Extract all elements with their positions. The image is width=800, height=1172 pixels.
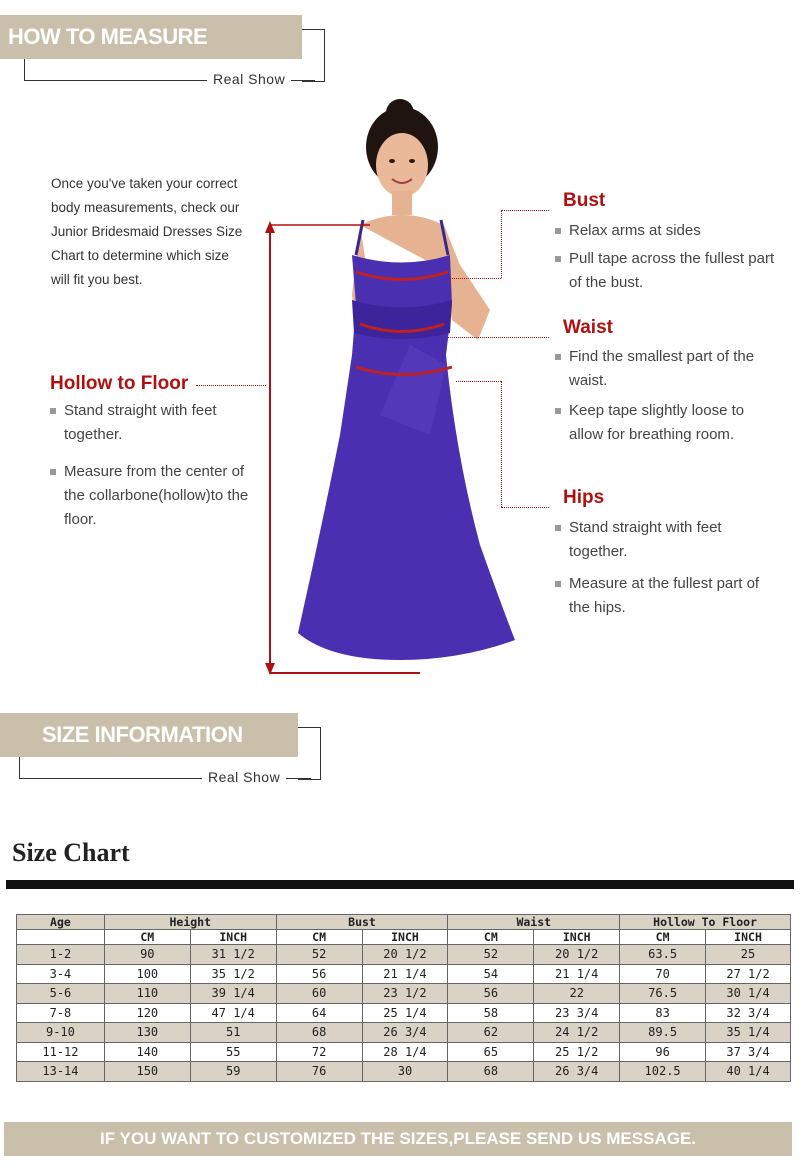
- table-cell: 68: [448, 1062, 534, 1082]
- table-cell: 100: [104, 964, 190, 984]
- real-show-label-2: Real Show: [202, 769, 286, 785]
- table-cell: 58: [448, 1003, 534, 1023]
- table-cell: 52: [448, 945, 534, 965]
- table-cell: 21 1/4: [534, 964, 620, 984]
- hips-connector-h: [456, 381, 501, 382]
- table-cell: 47 1/4: [190, 1003, 276, 1023]
- table-cell: 24 1/2: [534, 1023, 620, 1043]
- table-cell: 7-8: [17, 1003, 105, 1023]
- table-cell: 9-10: [17, 1023, 105, 1043]
- table-row: [17, 1003, 791, 1023]
- size-chart-group-row: [17, 915, 791, 930]
- hollow-title: Hollow to Floor: [50, 373, 189, 394]
- table-cell: 130: [104, 1023, 190, 1043]
- table-cell: 76.5: [620, 984, 706, 1004]
- table-cell: 13-14: [17, 1062, 105, 1082]
- waist-bullet-2: Keep tape slightly loose to allow for breathing room.: [555, 399, 779, 447]
- table-cell: 37 3/4: [706, 1042, 791, 1062]
- table-cell: 40 1/4: [706, 1062, 791, 1082]
- bust-bullet-2: Pull tape across the fullest part of the bust.: [555, 247, 779, 295]
- hips-bullet-2: Measure at the fullest part of the hips.: [555, 572, 779, 620]
- unit-header: INCH: [534, 930, 620, 945]
- table-cell: 89.5: [620, 1023, 706, 1043]
- table-cell: 5-6: [17, 984, 105, 1004]
- table-row: [17, 984, 791, 1004]
- table-cell: 11-12: [17, 1042, 105, 1062]
- unit-header: INCH: [190, 930, 276, 945]
- table-cell: 39 1/4: [190, 984, 276, 1004]
- size-chart-title: Size Chart: [12, 838, 130, 867]
- table-cell: 31 1/2: [190, 945, 276, 965]
- hips-bullet-1: Stand straight with feet together.: [555, 516, 779, 564]
- hips-connector-v: [501, 381, 502, 507]
- table-cell: 26 3/4: [362, 1023, 448, 1043]
- bust-title: Bust: [563, 190, 606, 211]
- table-cell: 3-4: [17, 964, 105, 984]
- table-cell: 64: [276, 1003, 362, 1023]
- bust-bullet-1: Relax arms at sides: [555, 219, 779, 243]
- table-cell: 55: [190, 1042, 276, 1062]
- table-cell: 76: [276, 1062, 362, 1082]
- table-cell: 1-2: [17, 945, 105, 965]
- size-chart-body: [17, 945, 791, 1082]
- table-cell: 56: [276, 964, 362, 984]
- table-cell: 23 3/4: [534, 1003, 620, 1023]
- table-cell: 150: [104, 1062, 190, 1082]
- table-cell: 96: [620, 1042, 706, 1062]
- waist-bullet-1: Find the smallest part of the waist.: [555, 345, 779, 393]
- table-cell: 20 1/2: [534, 945, 620, 965]
- table-cell: 21 1/4: [362, 964, 448, 984]
- table-cell: 25 1/4: [362, 1003, 448, 1023]
- table-cell: 59: [190, 1062, 276, 1082]
- table-cell: 28 1/4: [362, 1042, 448, 1062]
- table-cell: 72: [276, 1042, 362, 1062]
- unit-header: INCH: [362, 930, 448, 945]
- waist-title: Waist: [563, 317, 613, 338]
- section-title-size: SIZE INFORMATION: [42, 722, 243, 747]
- table-cell: 56: [448, 984, 534, 1004]
- table-cell: 102.5: [620, 1062, 706, 1082]
- table-cell: 25 1/2: [534, 1042, 620, 1062]
- table-cell: 68: [276, 1023, 362, 1043]
- size-chart-table: [16, 914, 791, 1082]
- table-row: [17, 1042, 791, 1062]
- table-cell: 65: [448, 1042, 534, 1062]
- table-cell: 90: [104, 945, 190, 965]
- table-cell: 54: [448, 964, 534, 984]
- real-show-label: Real Show: [207, 71, 291, 87]
- section-title-measure: HOW TO MEASURE YOURSELF: [8, 24, 208, 93]
- table-cell: 63.5: [620, 945, 706, 965]
- table-cell: 30: [362, 1062, 448, 1082]
- section-banner-size: [0, 713, 298, 757]
- hips-connector-h2: [501, 507, 549, 508]
- unit-header-empty: [17, 930, 105, 945]
- table-cell: 26 3/4: [534, 1062, 620, 1082]
- table-cell: 32 3/4: [706, 1003, 791, 1023]
- table-cell: 52: [276, 945, 362, 965]
- table-cell: 35 1/2: [190, 964, 276, 984]
- bust-connector-v: [501, 210, 502, 278]
- size-chart-rule: [6, 880, 794, 889]
- unit-header: CM: [104, 930, 190, 945]
- hollow-bullet-2: Measure from the center of the collarbone(hollow)to the floor.: [50, 460, 269, 532]
- bust-connector-h2: [448, 278, 501, 279]
- table-row: [17, 1062, 791, 1082]
- table-cell: 25: [706, 945, 791, 965]
- table-cell: 62: [448, 1023, 534, 1043]
- group-header-bust: Bust: [276, 915, 448, 930]
- table-cell: 70: [620, 964, 706, 984]
- table-cell: 30 1/4: [706, 984, 791, 1004]
- unit-header: INCH: [706, 930, 791, 945]
- table-cell: 110: [104, 984, 190, 1004]
- waist-connector: [448, 337, 549, 338]
- table-row: [17, 1023, 791, 1043]
- model-photo: [260, 95, 530, 685]
- hollow-connector: [196, 385, 266, 386]
- table-row: [17, 964, 791, 984]
- face: [376, 133, 428, 197]
- table-cell: 23 1/2: [362, 984, 448, 1004]
- bust-connector-h: [501, 210, 549, 211]
- intro-text: Once you've taken your correct body measurements, check our Junior Bridesmaid Dresses Size Chart to determine which size will fit you best.: [51, 176, 243, 287]
- table-row: [17, 945, 791, 965]
- hips-title: Hips: [563, 487, 605, 508]
- group-header-height: Height: [104, 915, 276, 930]
- table-cell: 22: [534, 984, 620, 1004]
- group-header-waist: Waist: [448, 915, 620, 930]
- table-cell: 120: [104, 1003, 190, 1023]
- table-cell: 27 1/2: [706, 964, 791, 984]
- group-header-hollow: Hollow To Floor: [620, 915, 791, 930]
- footer-text: IF YOU WANT TO CUSTOMIZED THE SIZES,PLEASE SEND US MESSAGE.: [99, 1129, 697, 1148]
- size-chart-unit-row: [17, 930, 791, 945]
- table-cell: 20 1/2: [362, 945, 448, 965]
- group-header-age: Age: [17, 915, 105, 930]
- hollow-bullet-1: Stand straight with feet together.: [50, 399, 264, 447]
- unit-header: CM: [276, 930, 362, 945]
- table-cell: 60: [276, 984, 362, 1004]
- table-cell: 35 1/4: [706, 1023, 791, 1043]
- table-cell: 51: [190, 1023, 276, 1043]
- table-cell: 140: [104, 1042, 190, 1062]
- table-cell: 83: [620, 1003, 706, 1023]
- unit-header: CM: [620, 930, 706, 945]
- unit-header: CM: [448, 930, 534, 945]
- footer-message: [4, 1122, 792, 1156]
